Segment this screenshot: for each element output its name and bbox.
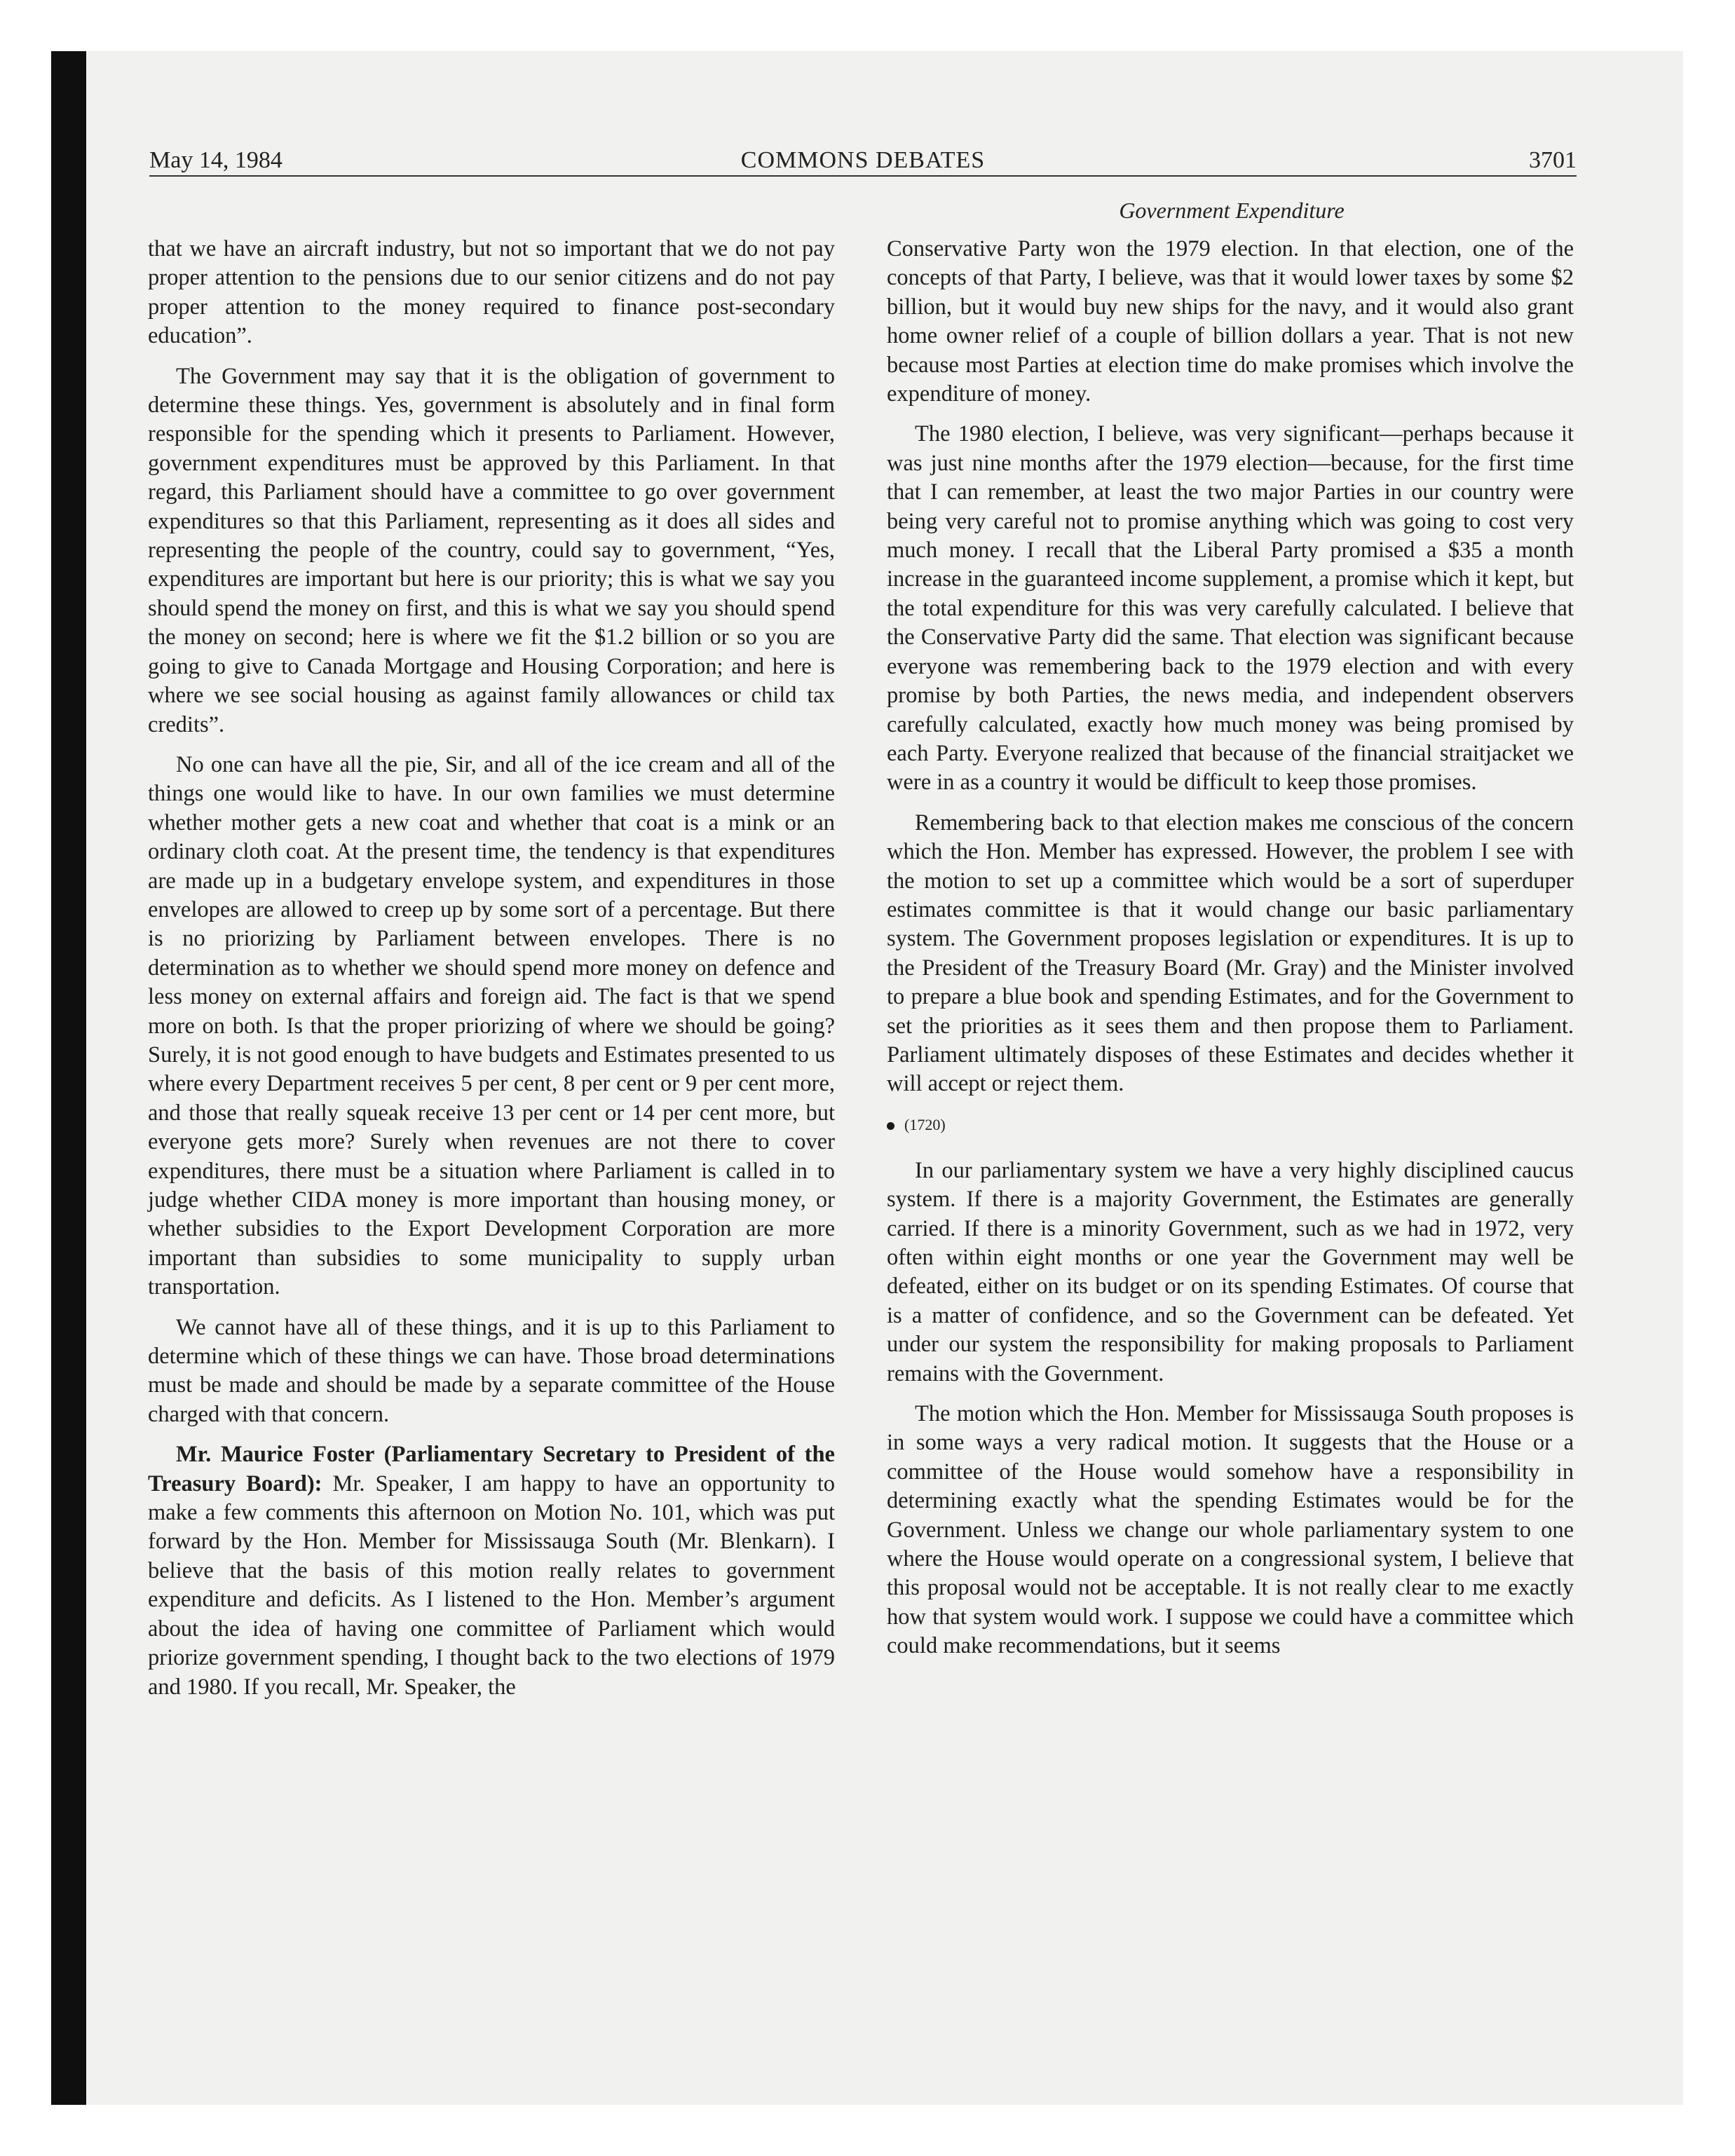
time-marker-text: (1720) <box>904 1115 946 1133</box>
paragraph: We cannot have all of these things, and it is up to this Parliament to determine which of these things we can have. Those broad determinations must be made and should be made by a separate committee of the House charged with that concern. <box>148 1314 835 1427</box>
header-page-number: 3701 <box>1529 147 1577 173</box>
paragraph: In our parliamentary system we have a very highly disciplined caucus system. If there is a majority Government, the Estimates are generally carried. If there is a minority Government, such as we had in 1972, very often within eight months or one year the Government may well be defeated, either on its budget or on its spending Estimates. Of course that is a matter of confidence, and so the Government can be defeated. Yet under our system the responsibility for making proposals to Parliament remains with the Government. <box>887 1157 1574 1386</box>
paragraph: The motion which the Hon. Member for Mississauga South proposes is in some ways a very radical motion. It suggests that the House or a committee of the House would somehow have a responsibility in determining exactly what the spending Estimates would be for the Government. Unless we change our whole parliamentary system to one where the House would operate on a congressional system, I believe that this proposal would not be acceptable. It is not really clear to me exactly how that system would work. I suppose we could have a committee which could make recommendations, but it seems <box>887 1401 1574 1659</box>
speech-paragraph <box>148 1440 835 1702</box>
page-header <box>149 142 1577 179</box>
paragraph: that we have an aircraft industry, but not so important that we do not pay proper attention to the pensions due to our senior citizens and do not pay proper attention to the money required to finance post-secondary education”. <box>148 236 835 349</box>
speech-text: Mr. Speaker, I am happy to have an opportunity to make a few comments this afternoon on Motion No. 101, which was put forward by the Hon. Member for Mississauga South (Mr. Blenkarn). I believe that the basis of this motion really relates to government expenditure and deficits. As I listened to the Hon. Member’s argument about the idea of having one committee of Parliament which would priorize government spending, I thought back to the two elections of 1979 and 1980. If you recall, Mr. Speaker, the <box>148 1471 836 1700</box>
header-date: May 14, 1984 <box>149 147 283 173</box>
speaker-name: Mr. Maurice Foster (Parliamentary Secretary to President of the Treasury Board): <box>148 1442 835 1496</box>
bullet-icon <box>887 1122 894 1130</box>
running-head: Government Expenditure <box>1119 198 1345 223</box>
header-rule <box>149 175 1577 177</box>
paragraph: Conservative Party won the 1979 election. In that election, one of the concepts of that Party, I believe, was that it would lower taxes by some $2 billion, but it would buy new ships for the navy, and it would also grant home owner relief of a couple of billion dollars a year. That is not new because most Parties at election time do make promises which involve the expenditure of money. <box>887 236 1574 407</box>
header-title: COMMONS DEBATES <box>740 147 986 173</box>
paragraph: The 1980 election, I believe, was very significant—perhaps because it was just nine months after the 1979 election—because, for the first time that I can remember, at least the two major Parties in our country were being very careful not to promise anything which was going to cost very much money. I recall that the Liberal Party promised a $35 a month increase in the guaranteed income supplement, a promise which it kept, but the total expenditure for this was very carefully calculated. I believe that the Conservative Party did the same. That election was significant because everyone was remembering back to the 1979 election and with every promise by both Parties, the news media, and independent observers carefully calculated, exactly how much money was being promised by each Party. Everyone realized that because of the financial straitjacket we were in as a country it would be difficult to keep those promises. <box>887 421 1574 796</box>
paragraph: No one can have all the pie, Sir, and all of the ice cream and all of the things one would like to have. In our own families we must determine whether mother gets a new coat and whether that coat is a mink or an ordinary cloth coat. At the present time, the tendency is that expenditures are made up in a budgetary envelope system, and expenditures in those envelopes are allowed to creep up by some sort of a percentage. But there is no priorizing by Parliament between envelopes. There is no determination as to whether we should spend more money on defence and less money on external affairs and foreign aid. The fact is that we spend more on both. Is that the proper priorizing of where we should be going? Surely, it is not good enough to have budgets and Estimates presented to us where every Department receives 5 per cent, 8 per cent or 9 per cent more, and those that really squeak receive 13 per cent or 14 per cent more, but everyone gets more? Surely when revenues are not there to cover expenditures, there must be a situation where Parliament is called in to judge whether CIDA money is more important than housing money, or whether subsidies to the Export Development Corporation are more important than subsidies to some municipality to supply urban transportation. <box>148 751 835 1300</box>
binding-edge <box>51 51 86 2105</box>
paragraph: Remembering back to that election makes me conscious of the concern which the Hon. Member has expressed. However, the problem I see with the motion to set up a committee which would be a sort of superduper estimates committee is that it would change our basic parliamentary system. The Government proposes legislation or expenditures. It is up to the President of the Treasury Board (Mr. Gray) and the Minister involved to prepare a blue book and spending Estimates, and for the Government to set the priorities as it sees them and then propose them to Parliament. Parliament ultimately disposes of these Estimates and decides whether it will accept or reject them. <box>887 810 1574 1097</box>
left-column <box>148 235 835 1713</box>
right-column <box>887 235 1574 1672</box>
paragraph: The Government may say that it is the obligation of government to determine these things. Yes, government is absolutely and in final form responsible for the spending which it presents to Parliament. However, government expenditures must be approved by this Parliament. In that regard, this Parliament should have a committee to go over government expenditures so that this Parliament, representing as it does all sides and representing the people of the country, could say to government, “Yes, expenditures are important but here is our priority; this is what we say you should spend the money on first, and this is what we say you should spend the money on second; here is where we fit the $1.2 billion or so you are going to give to Canada Mortgage and Housing Corporation; and here is where we see social housing as against family allowances or child tax credits”. <box>148 363 835 737</box>
time-marker <box>887 1114 1574 1135</box>
